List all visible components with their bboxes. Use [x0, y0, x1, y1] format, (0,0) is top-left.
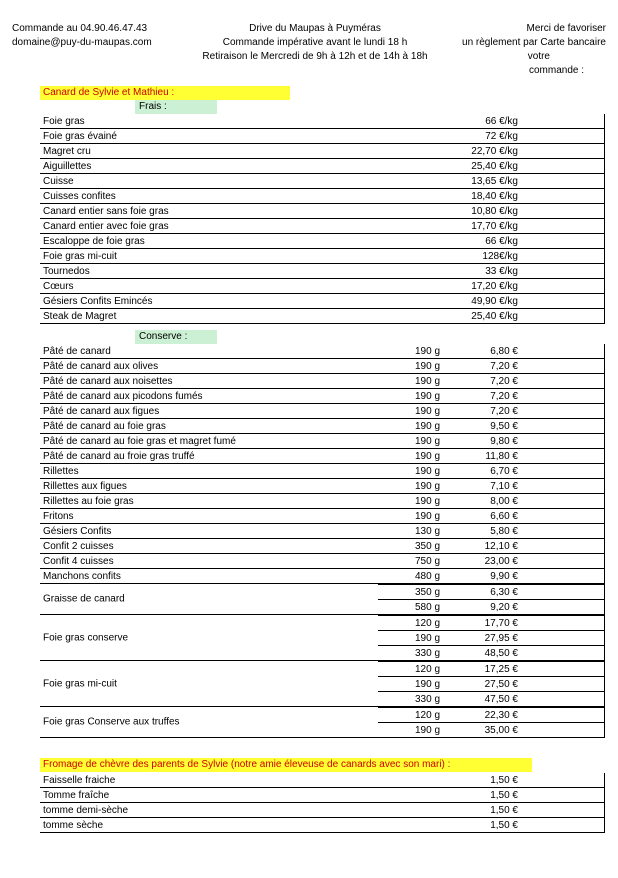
product-weight: 350 g: [415, 541, 441, 552]
table-row: [40, 264, 604, 279]
table-row: [40, 773, 604, 788]
product-price: 33 €/kg: [485, 266, 518, 277]
table-row: [40, 189, 604, 204]
header-deadline: Commande impérative avant le lundi 18 h: [222, 37, 408, 48]
product-name: Rillettes au foie gras: [43, 496, 134, 507]
product-variant-row: [378, 599, 604, 614]
product-weight: 120 g: [415, 618, 441, 629]
product-price: 18,40 €/kg: [471, 191, 518, 202]
header-payment-line-1: Merci de favoriser: [526, 23, 606, 34]
product-name: Canard entier sans foie gras: [43, 206, 169, 217]
table-row: [40, 569, 604, 584]
product-weight: 190 g: [415, 466, 441, 477]
table-row: [40, 404, 604, 419]
product-name: Pâté de canard: [43, 346, 111, 357]
fromage-table: [40, 773, 605, 833]
product-price: 9,50 €: [490, 421, 518, 432]
product-weight: 190 g: [415, 406, 441, 417]
table-row: [40, 539, 604, 554]
product-group-name: Foie gras conserve: [43, 632, 129, 643]
product-name: Foie gras mi-cuit: [43, 251, 117, 262]
product-weight: 190 g: [415, 361, 441, 372]
product-name: Gésiers Confits Emincés: [43, 296, 153, 307]
product-name: Fritons: [43, 511, 74, 522]
canard-section-title: Canard de Sylvie et Mathieu :: [40, 86, 290, 100]
product-name: Gésiers Confits: [43, 526, 112, 537]
table-row: [40, 389, 604, 404]
product-price: 22,30 €: [484, 710, 518, 721]
product-weight: 190 g: [415, 633, 441, 644]
product-price: 6,70 €: [490, 466, 518, 477]
product-group-name: Graisse de canard: [43, 593, 125, 605]
conserve-subtitle: Conserve :: [135, 330, 217, 344]
product-name: Pâté de canard aux figues: [43, 406, 160, 417]
product-price: 17,25 €: [484, 664, 518, 675]
product-weight: 190 g: [415, 376, 441, 387]
table-row: [40, 309, 604, 324]
product-price: 25,40 €/kg: [471, 311, 518, 322]
product-price: 66 €/kg: [485, 116, 518, 127]
table-row: [40, 788, 604, 803]
product-name: Pâté de canard au foie gras: [43, 421, 166, 432]
product-price: 48,50 €: [484, 648, 518, 659]
product-name: Pâté de canard aux noisettes: [43, 376, 173, 387]
product-name: tomme sèche: [43, 820, 104, 831]
product-price: 11,80 €: [485, 451, 518, 462]
table-row: [40, 249, 604, 264]
product-name: tomme demi-sèche: [43, 805, 129, 816]
table-row: [40, 374, 604, 389]
table-row: [40, 294, 604, 309]
product-name: Canard entier avec foie gras: [43, 221, 169, 232]
product-price: 17,70 €/kg: [471, 221, 518, 232]
table-row: [40, 464, 604, 479]
product-price: 17,20 €/kg: [471, 281, 518, 292]
product-variant-row: [378, 691, 604, 706]
product-weight: 350 g: [415, 587, 441, 598]
product-price: 47,50 €: [484, 694, 518, 705]
table-row: [40, 234, 604, 249]
product-price: 27,95 €: [484, 633, 518, 644]
fromage-section-title: Fromage de chèvre des parents de Sylvie (notre amie éleveuse de canards avec son mari) :: [40, 758, 532, 772]
table-row: [40, 494, 604, 509]
header-pickup-hours: Retiraison le Mercredi de 9h à 12h et de 14h à 18h: [202, 51, 428, 62]
table-row: [40, 524, 604, 539]
product-price: 7,10 €: [490, 481, 518, 492]
header-payment-line-4: commande :: [528, 65, 584, 76]
header-payment-line-2: un règlement par Carte bancaire: [462, 37, 606, 48]
product-group-name: Foie gras mi-cuit: [43, 678, 117, 689]
product-name: Rillettes: [43, 466, 79, 477]
table-row: [40, 344, 604, 359]
table-row: [40, 174, 604, 189]
product-price: 5,80 €: [490, 526, 518, 537]
product-variant-row: [378, 645, 604, 660]
product-variant-row: [378, 707, 604, 722]
product-weight: 190 g: [415, 496, 441, 507]
frais-subtitle: Frais :: [135, 100, 217, 114]
product-variant-row: [378, 661, 604, 676]
product-variant-row: [378, 676, 604, 691]
product-group: [40, 584, 604, 615]
header-email: domaine@puy-du-maupas.com: [12, 37, 152, 48]
table-row: [40, 279, 604, 294]
product-price: 7,20 €: [490, 406, 518, 417]
table-row: [40, 219, 604, 234]
product-price: 35,00 €: [484, 725, 518, 736]
product-price: 22,70 €/kg: [471, 146, 518, 157]
table-row: [40, 479, 604, 494]
header-drive-info: [150, 22, 480, 64]
product-name: Foie gras: [43, 116, 85, 127]
product-price: 6,80 €: [490, 346, 518, 357]
product-group-name: Foie gras Conserve aux truffes: [43, 716, 180, 728]
product-name: Cuisse: [43, 176, 74, 187]
product-price: 7,20 €: [490, 361, 518, 372]
product-variant-row: [378, 722, 604, 737]
header-payment-line-3: votre: [527, 51, 550, 62]
product-weight: 750 g: [415, 556, 441, 567]
product-weight: 190 g: [415, 481, 441, 492]
product-price: 1,50 €: [490, 790, 518, 801]
product-weight: 480 g: [415, 571, 441, 582]
product-name: Magret cru: [43, 146, 91, 157]
product-name: Tomme fraîche: [43, 790, 110, 801]
product-name: Steak de Magret: [43, 311, 117, 322]
product-name: Pâté de canard aux olives: [43, 361, 159, 372]
product-name: Escaloppe de foie gras: [43, 236, 145, 247]
product-weight: 190 g: [415, 451, 441, 462]
product-name: Tournedos: [43, 266, 90, 277]
product-price: 25,40 €/kg: [471, 161, 518, 172]
product-weight: 120 g: [415, 664, 441, 675]
product-name: Aiguillettes: [43, 161, 92, 172]
product-weight: 130 g: [415, 526, 441, 537]
product-weight: 330 g: [415, 694, 441, 705]
header-phone: Commande au 04.90.46.47.43: [12, 23, 148, 34]
product-price: 66 €/kg: [485, 236, 518, 247]
product-price: 7,20 €: [490, 376, 518, 387]
product-price: 9,20 €: [490, 602, 518, 613]
product-weight: 190 g: [415, 679, 441, 690]
product-price: 10,80 €/kg: [471, 206, 518, 217]
product-price: 6,60 €: [490, 511, 518, 522]
table-row: [40, 509, 604, 524]
table-row: [40, 359, 604, 374]
product-price: 1,50 €: [490, 775, 518, 786]
product-price: 6,30 €: [490, 587, 518, 598]
product-weight: 190 g: [415, 346, 441, 357]
product-price: 7,20 €: [490, 391, 518, 402]
conserve-table: [40, 344, 605, 738]
frais-table: [40, 114, 605, 324]
table-row: [40, 449, 604, 464]
product-name: Confit 2 cuisses: [43, 541, 114, 552]
table-row: [40, 419, 604, 434]
header-payment-note: [462, 22, 606, 78]
table-row: [40, 129, 604, 144]
product-price: 49,90 €/kg: [471, 296, 518, 307]
product-price: 23,00 €: [484, 556, 518, 567]
product-weight: 190 g: [415, 725, 441, 736]
table-row: [40, 204, 604, 219]
product-name: Cœurs: [43, 281, 74, 292]
product-price: 12,10 €: [484, 541, 518, 552]
product-name: Manchons confits: [43, 571, 121, 582]
product-price: 13,65 €/kg: [471, 176, 518, 187]
product-weight: 580 g: [415, 602, 441, 613]
product-price: 17,70 €: [484, 618, 518, 629]
product-variant-row: [378, 615, 604, 630]
table-row: [40, 803, 604, 818]
product-weight: 190 g: [415, 421, 441, 432]
product-group: [40, 615, 604, 661]
product-group: [40, 707, 604, 738]
table-row: [40, 434, 604, 449]
product-weight: 120 g: [415, 710, 441, 721]
table-row: [40, 159, 604, 174]
product-variant-row: [378, 584, 604, 599]
product-weight: 190 g: [415, 511, 441, 522]
table-row: [40, 818, 604, 833]
product-name: Cuisses confites: [43, 191, 116, 202]
product-price: 9,90 €: [490, 571, 518, 582]
product-price: 1,50 €: [490, 805, 518, 816]
table-row: [40, 554, 604, 569]
product-weight: 330 g: [415, 648, 441, 659]
product-price: 72 €/kg: [485, 131, 518, 142]
product-price: 1,50 €: [490, 820, 518, 831]
product-price: 27,50 €: [484, 679, 518, 690]
product-weight: 190 g: [415, 391, 441, 402]
table-row: [40, 144, 604, 159]
product-name: Pâté de canard au foie gras et magret fumé: [43, 436, 236, 447]
product-price: 8,00 €: [490, 496, 518, 507]
product-name: Pâté de canard au froie gras truffé: [43, 451, 195, 462]
product-name: Pâté de canard aux picodons fumés: [43, 391, 203, 402]
product-group: [40, 661, 604, 707]
header-drive-title: Drive du Maupas à Puyméras: [249, 23, 381, 34]
product-name: Confit 4 cuisses: [43, 556, 114, 567]
product-name: Rillettes aux figues: [43, 481, 127, 492]
table-row: [40, 114, 604, 129]
product-variant-row: [378, 630, 604, 645]
product-price: 128€/kg: [482, 251, 518, 262]
product-price: 9,80 €: [490, 436, 518, 447]
product-weight: 190 g: [415, 436, 441, 447]
product-name: Foie gras évainé: [43, 131, 117, 142]
product-name: Faisselle fraiche: [43, 775, 116, 786]
header-contact: [12, 22, 152, 50]
